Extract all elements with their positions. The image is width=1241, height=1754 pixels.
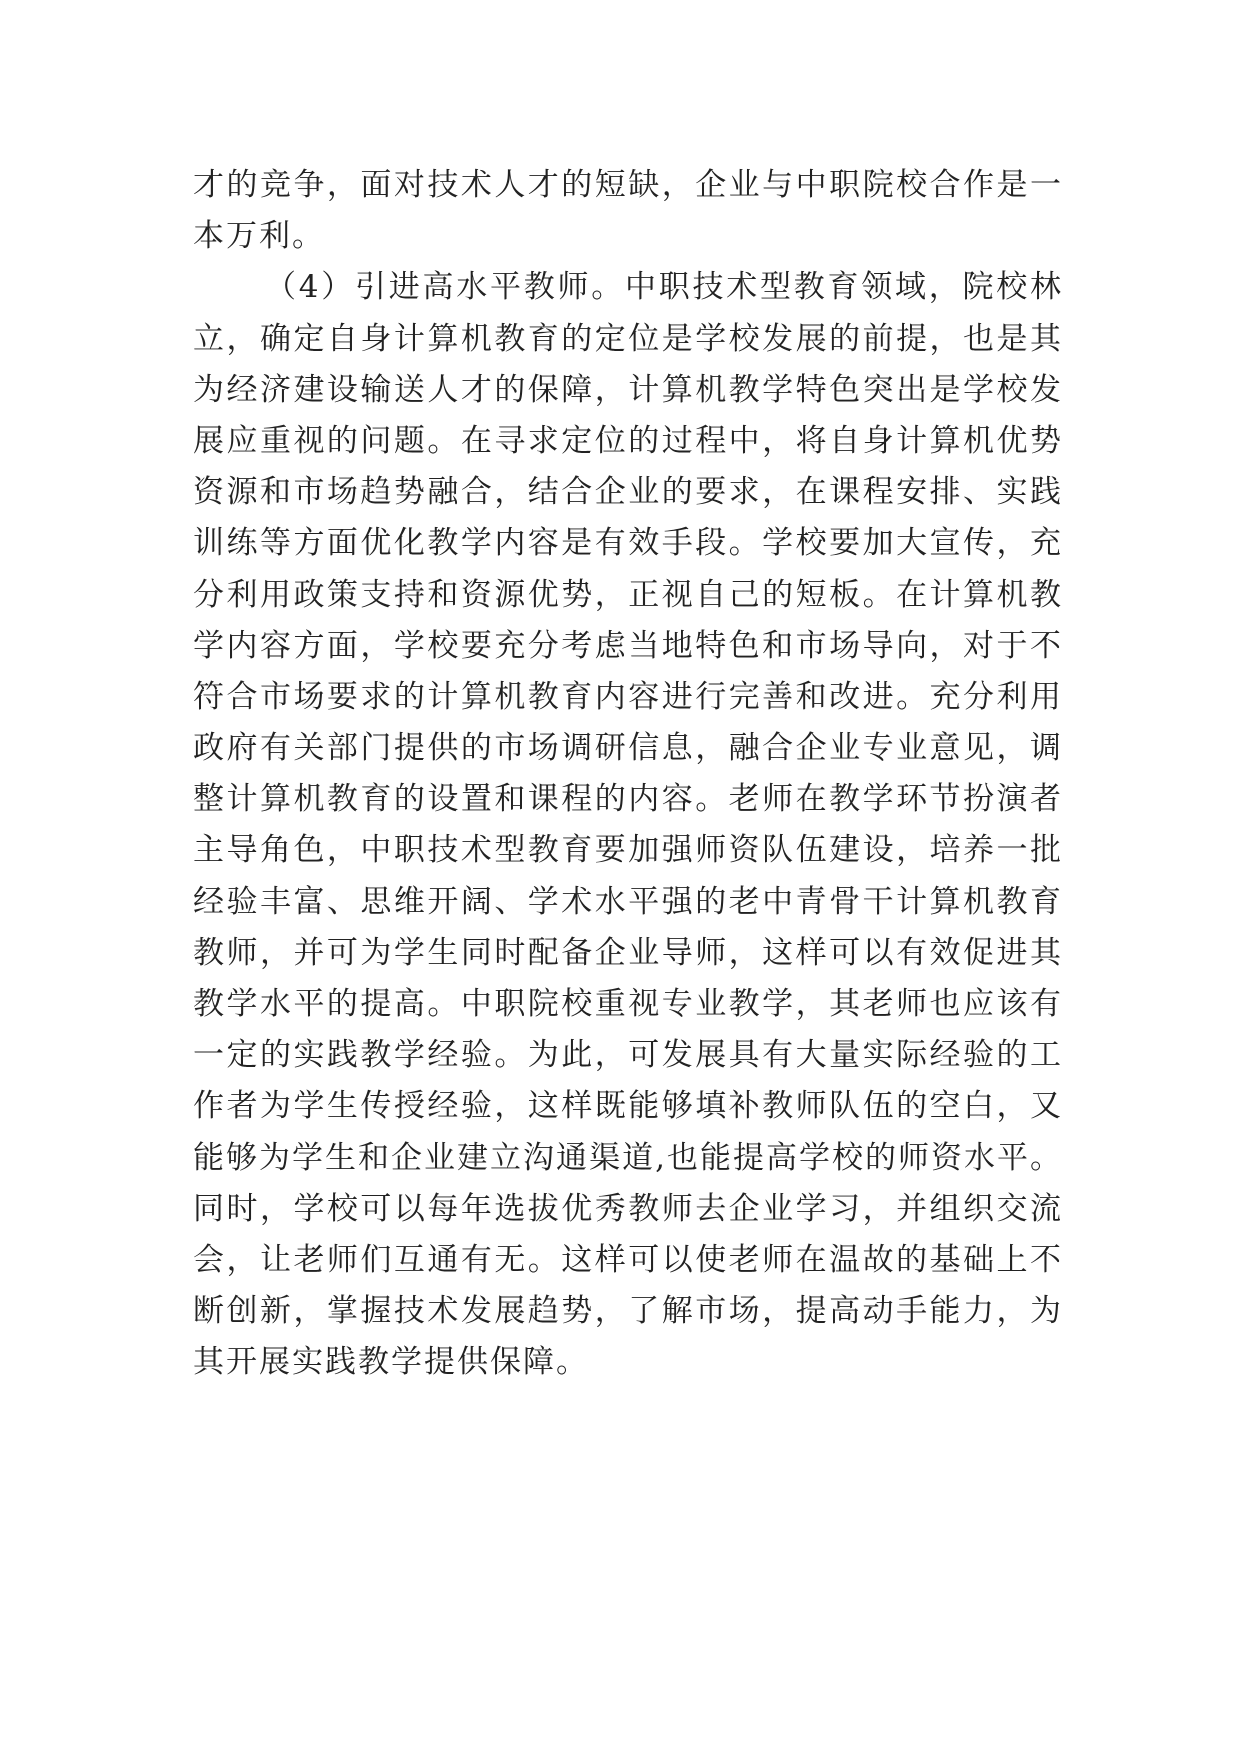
paragraph-heading-line: （4）引进高水平教师。中职技术型教育领域，院校林 [265,269,1063,306]
text-line: 才的竞争，面对技术人才的短缺，企业与中职院校合作是一 [193,167,1063,203]
text-line: 会，让老师们互通有无。这样可以使老师在温故的基础上不 [193,1241,1063,1278]
text-line: 立，确定自身计算机教育的定位是学校发展的前提，也是其 [193,320,1063,357]
document-body [193,160,1063,1389]
text-line: 其开展实践教学提供保障。 [193,1344,589,1381]
text-line: 作者为学生传授经验，这样既能够填补教师队伍的空白，又 [193,1088,1063,1125]
text-line: 资源和市场趋势融合，结合企业的要求，在课程安排、实践 [193,474,1063,511]
text-line: 分利用政策支持和资源优势，正视自己的短板。在计算机教 [193,576,1063,613]
text-line: 教师，并可为学生同时配备企业导师，这样可以有效促进其 [193,934,1063,971]
text-line: 符合市场要求的计算机教育内容进行完善和改进。充分利用 [193,678,1063,715]
text-line: 展应重视的问题。在寻求定位的过程中，将自身计算机优势 [193,422,1063,459]
text-line: 同时，学校可以每年选拔优秀教师去企业学习，并组织交流 [193,1190,1063,1227]
text-line: 经验丰富、思维开阔、学术水平强的老中青骨干计算机教育 [193,883,1063,920]
text-line: 本万利。 [193,218,325,255]
text-line: 教学水平的提高。中职院校重视专业教学，其老师也应该有 [193,986,1063,1022]
text-line: 能够为学生和企业建立沟通渠道,也能提高学校的师资水平。 [193,1139,1063,1176]
text-line: 断创新，掌握技术发展趋势，了解市场，提高动手能力，为 [193,1293,1063,1330]
text-line: 整计算机教育的设置和课程的内容。老师在教学环节扮演者 [193,781,1063,818]
text-line: 政府有关部门提供的市场调研信息，融合企业专业意见，调 [193,730,1063,767]
text-line: 学内容方面，学校要充分考虑当地特色和市场导向，对于不 [193,627,1063,664]
text-line: 一定的实践教学经验。为此，可发展具有大量实际经验的工 [193,1037,1063,1074]
text-line: 训练等方面优化教学内容是有效手段。学校要加大宣传，充 [193,525,1063,562]
text-line: 为经济建设输送人才的保障，计算机教学特色突出是学校发 [193,371,1063,408]
text-line: 主导角色，中职技术型教育要加强师资队伍建设，培养一批 [193,832,1063,869]
